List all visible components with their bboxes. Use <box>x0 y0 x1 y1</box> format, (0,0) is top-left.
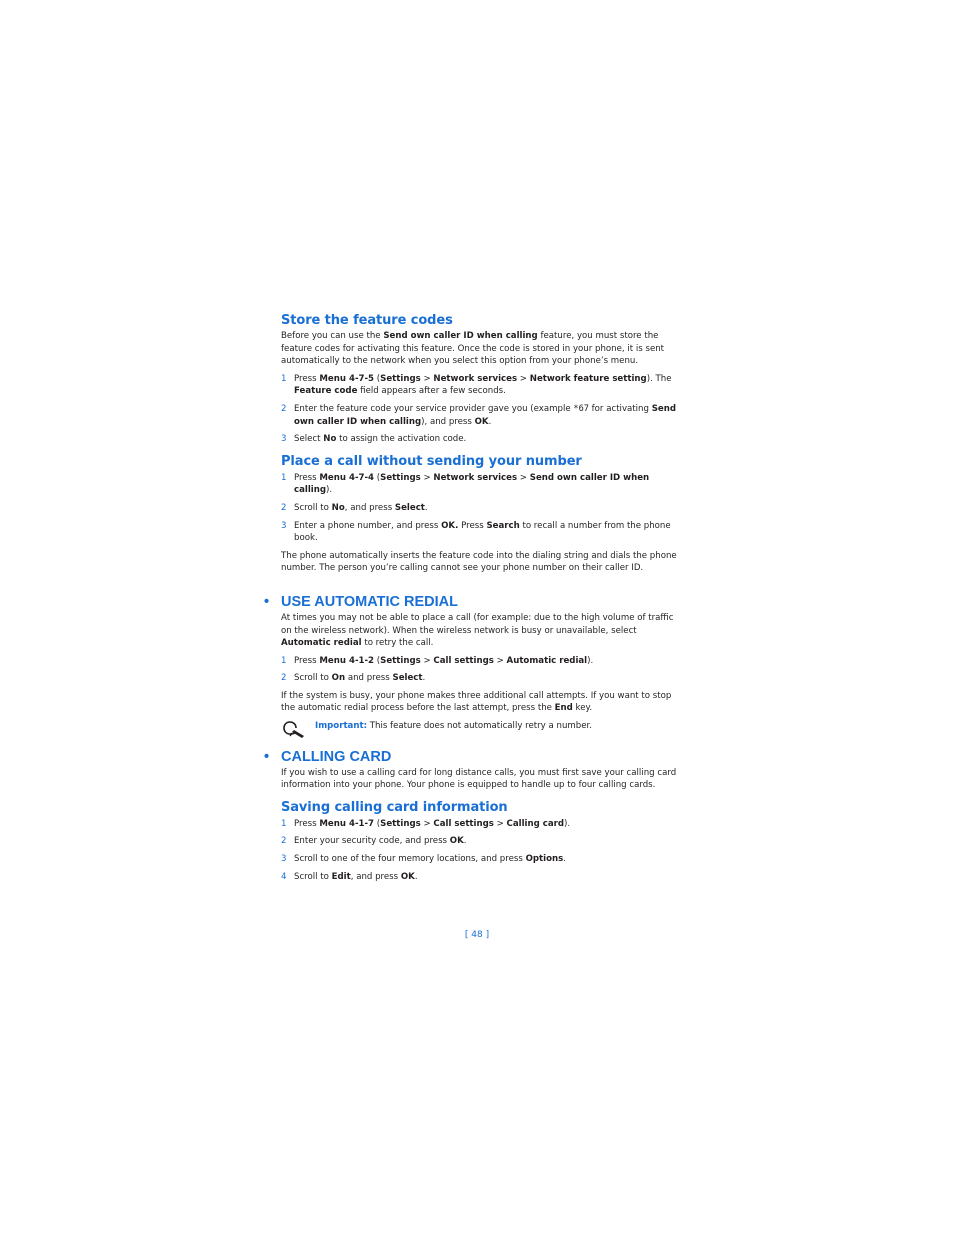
heading-text: USE AUTOMATIC REDIAL <box>281 593 458 610</box>
step-1: 1 Press Menu 4-7-4 (Settings > Network services > Send own caller ID when calling). <box>281 472 650 496</box>
page-number: [ 48 ] <box>464 930 490 940</box>
important-note <box>281 720 683 733</box>
step-number: 4 <box>281 871 287 882</box>
step-3: 3 Select No to assign the activation code. <box>281 434 467 445</box>
important-pen-icon <box>281 719 307 739</box>
step-1: 1 Press Menu 4-1-2 (Settings > Call settings > Automatic redial). <box>281 655 594 666</box>
heading-place-call: Place a call without sending your number <box>281 453 582 469</box>
heading-saving-calling-card: Saving calling card information <box>281 799 508 815</box>
step-2: 2 Enter your security code, and press OK. <box>281 836 467 847</box>
paragraph-redial-intro: At times you may not be able to place a call (for example: due to the high volume of traffic on the wireless network). When the wireless network is busy or unavailable, select Automatic redial to retry the call. <box>281 612 674 649</box>
step-number: 2 <box>281 836 287 847</box>
step-3: 3 Scroll to one of the four memory locations, and press Options. <box>281 854 566 865</box>
step-2: 2 Enter the feature code your service provider gave you (example *67 for activating Send own caller ID when calling), and press OK. <box>281 403 676 427</box>
paragraph-place-call-outro: The phone automatically inserts the feature code into the dialing string and dials the phone number. The person you’re calling cannot see your phone number on their caller ID. <box>281 550 677 574</box>
heading-store-feature-codes: Store the feature codes <box>281 313 453 328</box>
step-number: 1 <box>281 373 287 384</box>
paragraph-redial-outro: If the system is busy, your phone makes three additional call attempts. If you want to stop the automatic redial process before the last attempt, press the End key. <box>281 690 672 714</box>
step-1: 1 Press Menu 4-1-7 (Settings > Call settings > Calling card). <box>281 818 571 829</box>
step-1: 1 Press Menu 4-7-5 (Settings > Network services > Network feature setting). The Feature code field appears after a few seconds. <box>281 373 672 397</box>
step-number: 2 <box>281 403 287 414</box>
step-number: 2 <box>281 502 287 513</box>
step-number: 3 <box>281 434 287 445</box>
paragraph-calling-card-intro: If you wish to use a calling card for long distance calls, you must first save your calling card information into your phone. Your phone is equipped to handle up to four calling cards. <box>281 767 677 791</box>
step-2: 2 Scroll to On and press Select. <box>281 673 426 684</box>
heading-automatic-redial <box>264 593 683 611</box>
heading-calling-card <box>264 748 683 766</box>
note-text: This feature does not automatically retry a number. <box>367 721 592 732</box>
step-3: 3 Enter a phone number, and press OK. Press Search to recall a number from the phone book. <box>281 520 671 544</box>
heading-text: CALLING CARD <box>281 748 392 765</box>
step-2: 2 Scroll to No, and press Select. <box>281 502 428 513</box>
paragraph-feature-codes-intro: Before you can use the Send own caller ID when calling feature, you must store the feature codes for activating this feature. Once the code is stored in your phone, it is sent automatically to the network when you select this option from your phone’s menu. <box>281 331 665 367</box>
step-number: 3 <box>281 854 287 865</box>
step-number: 2 <box>281 673 287 684</box>
page-content <box>264 312 683 883</box>
step-4: 4 Scroll to Edit, and press OK. <box>281 871 418 882</box>
step-number: 3 <box>281 520 287 531</box>
step-number: 1 <box>281 472 287 483</box>
step-number: 1 <box>281 818 287 829</box>
heading-bullet: • <box>264 593 270 610</box>
note-label: Important: <box>315 721 368 732</box>
step-number: 1 <box>281 655 287 666</box>
heading-bullet: • <box>264 748 270 765</box>
